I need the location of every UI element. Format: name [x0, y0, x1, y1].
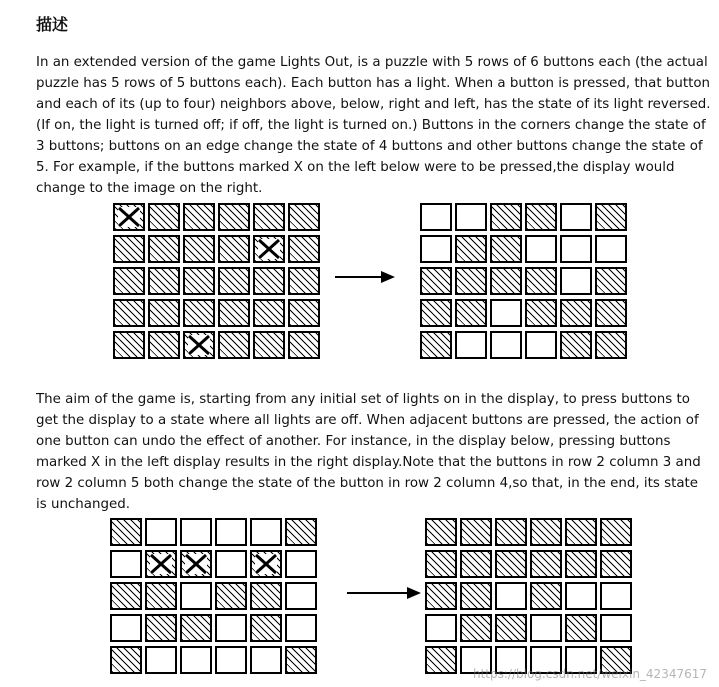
grid-button — [530, 582, 562, 610]
grid-button — [285, 582, 317, 610]
description-paragraph-1: In an extended version of the game Lights Out, is a puzzle with 5 rows of 6 buttons each (the actual puzzle has 5 rows of 5 buttons each). Each button has a light. When a button is pressed, that button and each of its (up to four) neighbors above, below, right and left, has the state of its light reversed. (If on, the light is turned off; if off, the light is turned on.) Buttons in the corners change the state of 3 buttons; buttons on an edge change the state of 4 buttons and other buttons change the state of 5. For example, if the buttons marked X on the left below were to be pressed,the display would change to the image on the right. — [36, 55, 711, 196]
grid-button — [495, 518, 527, 546]
grid-button — [250, 646, 282, 674]
grid-button-marked — [250, 550, 282, 578]
grid-button — [560, 331, 592, 359]
grid-button — [525, 331, 557, 359]
grid-button — [455, 331, 487, 359]
grid-button — [560, 203, 592, 231]
grid-button — [113, 267, 145, 295]
grid-button — [600, 550, 632, 578]
grid-button — [218, 203, 250, 231]
grid-button — [148, 299, 180, 327]
grid-button — [425, 582, 457, 610]
grid-button — [490, 235, 522, 263]
grid-button — [215, 518, 247, 546]
grid-button — [253, 299, 285, 327]
grid-button — [180, 614, 212, 642]
example-figure-1 — [0, 199, 719, 364]
x-mark-icon — [182, 552, 210, 576]
grid-button — [148, 331, 180, 359]
grid-button — [183, 235, 215, 263]
grid-button — [460, 614, 492, 642]
grid-button — [113, 235, 145, 263]
grid-button — [253, 267, 285, 295]
grid-button — [600, 614, 632, 642]
grid-button — [565, 582, 597, 610]
grid-button — [285, 518, 317, 546]
grid-button — [565, 550, 597, 578]
grid-button — [525, 235, 557, 263]
grid-button — [595, 235, 627, 263]
grid-button-marked — [113, 203, 145, 231]
arrow-right-icon — [333, 269, 397, 285]
grid-button — [148, 235, 180, 263]
grid-button — [183, 203, 215, 231]
grid-button — [525, 299, 557, 327]
grid-button — [595, 299, 627, 327]
grid-button — [285, 646, 317, 674]
grid-button — [595, 203, 627, 231]
grid-button — [148, 267, 180, 295]
grid-button — [565, 518, 597, 546]
grid-before-1 — [113, 203, 320, 359]
grid-button — [250, 518, 282, 546]
grid-button — [420, 267, 452, 295]
grid-button — [145, 582, 177, 610]
grid-button — [110, 614, 142, 642]
grid-before-2 — [110, 518, 317, 674]
grid-button — [595, 267, 627, 295]
grid-button — [495, 550, 527, 578]
grid-button — [218, 235, 250, 263]
grid-button-marked — [183, 331, 215, 359]
grid-button — [215, 614, 247, 642]
example-figure-2 — [0, 515, 719, 677]
grid-button — [145, 646, 177, 674]
grid-button — [565, 614, 597, 642]
grid-button — [495, 582, 527, 610]
grid-button — [113, 299, 145, 327]
grid-button — [288, 235, 320, 263]
grid-button — [215, 646, 247, 674]
grid-button — [460, 550, 492, 578]
x-mark-icon — [252, 552, 280, 576]
grid-button — [218, 331, 250, 359]
grid-button — [215, 582, 247, 610]
grid-button — [425, 550, 457, 578]
grid-button — [110, 582, 142, 610]
grid-button — [145, 614, 177, 642]
grid-after-2 — [425, 518, 632, 674]
grid-button — [490, 267, 522, 295]
grid-button — [288, 203, 320, 231]
grid-button — [288, 299, 320, 327]
grid-button — [183, 299, 215, 327]
grid-button — [285, 614, 317, 642]
grid-button — [460, 582, 492, 610]
grid-button — [460, 518, 492, 546]
x-mark-icon — [147, 552, 175, 576]
grid-button — [180, 518, 212, 546]
grid-button — [250, 582, 282, 610]
grid-button — [110, 518, 142, 546]
grid-button — [455, 299, 487, 327]
grid-button — [218, 267, 250, 295]
x-mark-icon — [115, 205, 143, 229]
x-mark-icon — [185, 333, 213, 357]
grid-button — [495, 614, 527, 642]
grid-button — [530, 518, 562, 546]
grid-button — [148, 203, 180, 231]
grid-button — [530, 614, 562, 642]
grid-button — [490, 331, 522, 359]
grid-button — [420, 235, 452, 263]
grid-button — [425, 646, 457, 674]
grid-button — [595, 331, 627, 359]
grid-button — [110, 646, 142, 674]
grid-button — [425, 518, 457, 546]
grid-button — [420, 331, 452, 359]
grid-button — [600, 582, 632, 610]
grid-button — [183, 267, 215, 295]
grid-button — [180, 582, 212, 610]
arrow-right-icon — [345, 585, 423, 601]
grid-button — [525, 267, 557, 295]
section-heading: 描述 — [36, 15, 69, 34]
grid-button — [560, 235, 592, 263]
grid-button — [180, 646, 212, 674]
grid-button — [420, 203, 452, 231]
grid-button — [253, 331, 285, 359]
grid-button — [490, 203, 522, 231]
grid-button — [490, 299, 522, 327]
grid-button — [215, 550, 247, 578]
x-mark-icon — [255, 237, 283, 261]
grid-button — [288, 331, 320, 359]
grid-button-marked — [253, 235, 285, 263]
grid-button — [560, 267, 592, 295]
grid-button — [455, 235, 487, 263]
description-paragraph-2: The aim of the game is, starting from any initial set of lights on in the display, to press buttons to get the display to a state where all lights are off. When adjacent buttons are pressed, the action of one button can undo the effect of another. For instance, in the display below, pressing buttons marked X in the left display results in the right display.Note that the buttons in row 2 column 3 and row 2 column 5 both change the state of the button in row 2 column 4,so that, in the end, its state is unchanged. — [36, 392, 701, 512]
grid-button — [110, 550, 142, 578]
grid-button — [560, 299, 592, 327]
grid-button — [113, 331, 145, 359]
grid-button — [285, 550, 317, 578]
grid-button — [288, 267, 320, 295]
grid-after-1 — [420, 203, 627, 359]
grid-button — [425, 614, 457, 642]
watermark: https://blog.csdn.net/weixin_42347617 — [472, 667, 707, 681]
grid-button — [600, 518, 632, 546]
grid-button — [525, 203, 557, 231]
grid-button — [253, 203, 285, 231]
grid-button — [455, 203, 487, 231]
grid-button — [250, 614, 282, 642]
grid-button — [420, 299, 452, 327]
grid-button — [455, 267, 487, 295]
grid-button-marked — [180, 550, 212, 578]
grid-button — [145, 518, 177, 546]
grid-button-marked — [145, 550, 177, 578]
grid-button — [530, 550, 562, 578]
grid-button — [218, 299, 250, 327]
